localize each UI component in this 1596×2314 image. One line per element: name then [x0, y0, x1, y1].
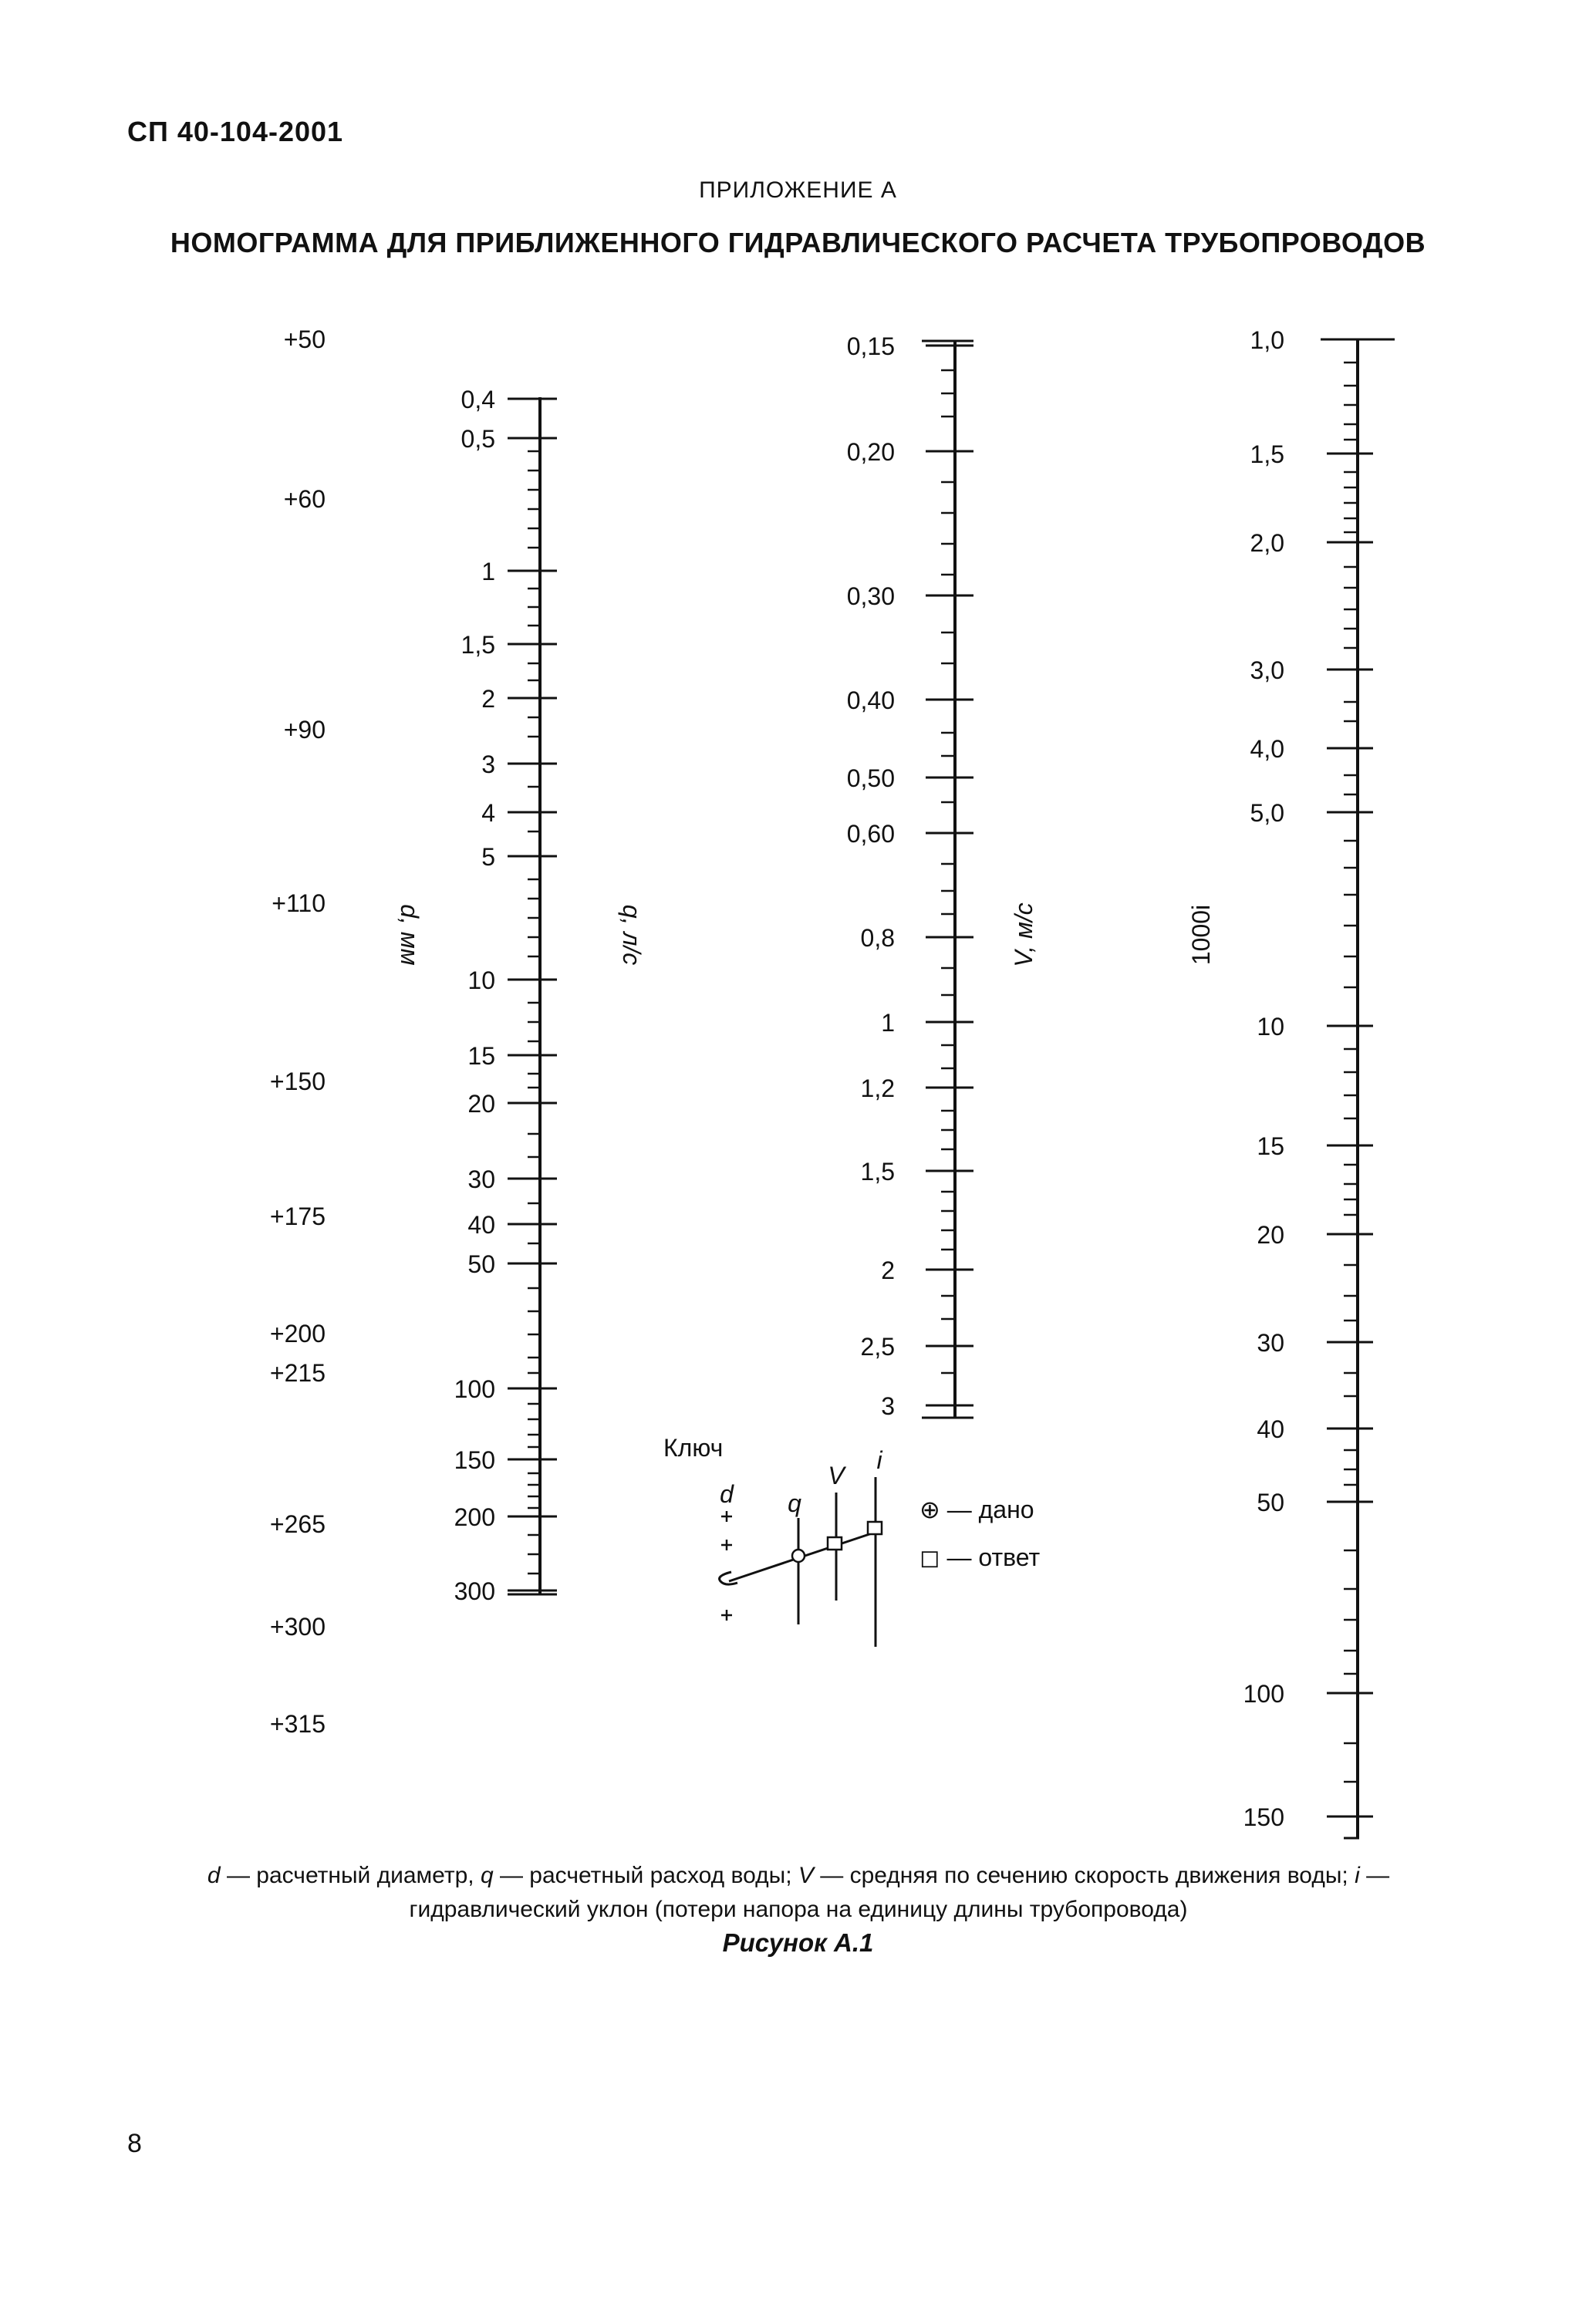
figure-caption	[120, 1859, 1477, 1927]
left-label: +175	[269, 1203, 326, 1230]
i-scale-tick-label: 1,5	[1250, 440, 1284, 468]
i-scale-tick-label: 5,0	[1250, 799, 1284, 827]
d-scale-tick-label: 2	[481, 685, 495, 713]
left-label: +300	[269, 1613, 326, 1641]
key-answer-legend: ◻ — ответ	[919, 1543, 1041, 1571]
caption-symbol-q: q	[480, 1863, 494, 1888]
figure-label: Рисунок А.1	[722, 1928, 874, 1957]
caption-text-q: — расчетный расход воды;	[493, 1863, 798, 1888]
d-scale	[396, 386, 646, 1605]
key-letter-v: V	[828, 1462, 845, 1489]
left-label: +315	[269, 1710, 326, 1738]
d-scale-tick-label: 30	[467, 1165, 495, 1193]
i-scale-tick-label: 15	[1257, 1132, 1284, 1160]
key-given-circle-q	[792, 1550, 805, 1562]
caption-text-v: — средняя по сечению скорость движения воды;	[813, 1863, 1355, 1888]
left-label-column	[270, 326, 326, 1738]
left-label: +215	[269, 1359, 326, 1387]
left-label: +265	[269, 1510, 326, 1538]
v-scale-tick-label: 0,20	[846, 438, 895, 466]
left-label: +50	[283, 326, 326, 353]
d-scale-tick-label: 4	[481, 799, 495, 827]
v-scale-tick-label: 0,60	[846, 820, 895, 848]
v-scale-tick-label: 2	[881, 1257, 895, 1284]
v-scale	[847, 332, 1038, 1420]
caption-text-d: — расчетный диаметр,	[220, 1863, 481, 1888]
d-scale-tick-label: 1,5	[461, 631, 495, 659]
q-scale-axis-label: q, л/с	[618, 904, 646, 966]
i-scale-tick-label: 100	[1243, 1680, 1284, 1708]
key-answer-square-i	[868, 1522, 882, 1534]
key-given-legend: ⊕ — дано	[919, 1496, 1034, 1523]
i-scale-tick-label: 10	[1257, 1013, 1284, 1041]
v-scale-tick-label: 1,2	[860, 1074, 895, 1102]
d-scale-tick-label: 20	[467, 1090, 495, 1118]
i-scale	[1187, 326, 1395, 1838]
i-scale-tick-label: 40	[1257, 1415, 1284, 1443]
caption-symbol-i: i	[1355, 1863, 1360, 1888]
d-scale-tick-label: 0,5	[461, 425, 495, 453]
caption-symbol-d: d	[207, 1863, 221, 1888]
v-scale-tick-label: 1,5	[860, 1158, 895, 1186]
d-scale-tick-label: 300	[454, 1577, 495, 1605]
i-scale-tick-label: 20	[1257, 1221, 1284, 1249]
document-code: СП 40-104-2001	[127, 116, 344, 147]
d-scale-tick-label: 15	[467, 1042, 495, 1070]
caption-text-i: — гидравлический уклон (потери напора на единицу длины трубопровода)	[409, 1863, 1390, 1922]
d-scale-tick-label: 100	[454, 1375, 495, 1403]
v-scale-tick-label: 0,30	[846, 582, 895, 610]
d-scale-tick-label: 1	[481, 558, 495, 585]
i-scale-tick-label: 30	[1257, 1329, 1284, 1357]
page-title: НОМОГРАММА ДЛЯ ПРИБЛИЖЕННОГО ГИДРАВЛИЧЕСКОГО РАСЧЕТА ТРУБОПРОВОДОВ	[170, 227, 1426, 258]
key-title: Ключ	[663, 1434, 724, 1462]
left-label: +110	[272, 889, 326, 917]
v-scale-tick-label: 0,8	[860, 924, 895, 952]
key-diagram	[663, 1434, 1040, 1647]
d-scale-tick-label: 0,4	[461, 386, 495, 413]
left-label: +150	[269, 1068, 326, 1095]
i-scale-tick-label: 3,0	[1250, 656, 1284, 684]
v-scale-tick-label: 0,40	[846, 686, 895, 714]
i-scale-tick-label: 150	[1243, 1803, 1284, 1831]
i-scale-tick-label: 2,0	[1250, 529, 1284, 557]
v-scale-tick-label: 3	[881, 1392, 895, 1420]
key-letter-d: d	[720, 1480, 734, 1508]
v-scale-tick-label: 0,50	[846, 764, 895, 792]
caption-symbol-v: V	[798, 1863, 814, 1888]
left-label: +60	[283, 485, 326, 513]
v-scale-axis-label: V, м/с	[1010, 902, 1038, 967]
d-scale-tick-label: 200	[454, 1503, 495, 1531]
v-scale-tick-label: 0,15	[846, 332, 895, 360]
i-scale-axis-label: 1000i	[1187, 904, 1215, 966]
d-scale-tick-label: 10	[467, 966, 495, 994]
left-label: +90	[283, 716, 326, 744]
key-letter-i: i	[876, 1446, 882, 1474]
key-letter-q: q	[788, 1489, 801, 1517]
d-scale-tick-label: 3	[481, 751, 495, 778]
key-d-marks	[721, 1511, 732, 1621]
v-scale-tick-label: 2,5	[860, 1333, 895, 1361]
i-scale-tick-label: 50	[1257, 1489, 1284, 1516]
i-scale-tick-label: 1,0	[1250, 326, 1284, 354]
v-scale-tick-label: 1	[881, 1009, 895, 1037]
d-scale-tick-label: 50	[467, 1250, 495, 1278]
d-scale-tick-label: 40	[467, 1211, 495, 1239]
page-number: 8	[127, 2129, 142, 2158]
d-scale-tick-label: 5	[481, 843, 495, 871]
key-answer-square-v	[828, 1537, 842, 1550]
appendix-heading: ПРИЛОЖЕНИЕ А	[699, 177, 897, 203]
left-label: +200	[269, 1320, 326, 1348]
i-scale-tick-label: 4,0	[1250, 735, 1284, 763]
d-scale-tick-label: 150	[454, 1446, 495, 1474]
d-scale-axis-label: d, мм	[396, 904, 423, 966]
